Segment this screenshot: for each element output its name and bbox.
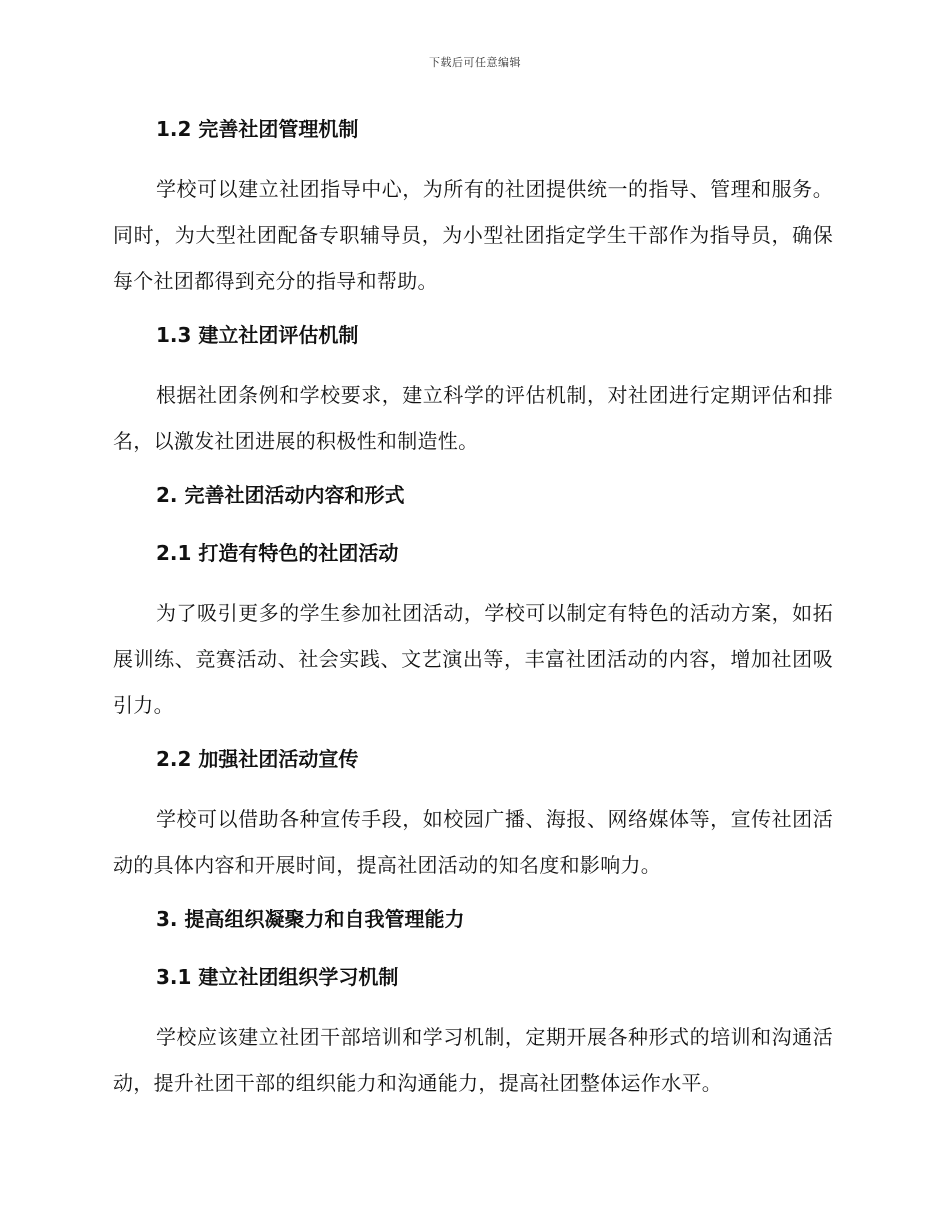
page-header-note: 下载后可任意编辑 <box>429 56 521 69</box>
document-body <box>113 112 833 1106</box>
section-heading-2: 2. 完善社团活动内容和形式 <box>156 483 405 507</box>
section-paragraph-3-1: 学校应该建立社团干部培训和学习机制，定期开展各种形式的培训和沟通活动，提升社团干部的组织能力和沟通能力，提高社团整体运作水平。 <box>113 1025 833 1095</box>
section-paragraph-1-2: 学校可以建立社团指导中心，为所有的社团提供统一的指导、管理和服务。同时，为大型社团配备专职辅导员，为小型社团指定学生干部作为指导员，确保每个社团都得到充分的指导和帮助。 <box>113 177 833 293</box>
section-paragraph-1-3: 根据社团条例和学校要求，建立科学的评估机制，对社团进行定期评估和排名，以激发社团进展的积极性和制造性。 <box>113 383 833 453</box>
section-paragraph-2-1: 为了吸引更多的学生参加社团活动，学校可以制定有特色的活动方案，如拓展训练、竞赛活动、社会实践、文艺演出等，丰富社团活动的内容，增加社团吸引力。 <box>113 601 833 717</box>
section-heading-2-2: 2.2 加强社团活动宣传 <box>156 747 359 771</box>
section-paragraph-2-2: 学校可以借助各种宣传手段，如校园广播、海报、网络媒体等，宣传社团活动的具体内容和开展时间，提高社团活动的知名度和影响力。 <box>113 807 833 877</box>
section-heading-3-1: 3.1 建立社团组织学习机制 <box>156 965 399 989</box>
section-heading-1-3: 1.3 建立社团评估机制 <box>156 323 359 347</box>
section-heading-1-2: 1.2 完善社团管理机制 <box>156 117 359 141</box>
section-heading-3: 3. 提高组织凝聚力和自我管理能力 <box>156 907 465 931</box>
section-heading-2-1: 2.1 打造有特色的社团活动 <box>156 541 399 565</box>
